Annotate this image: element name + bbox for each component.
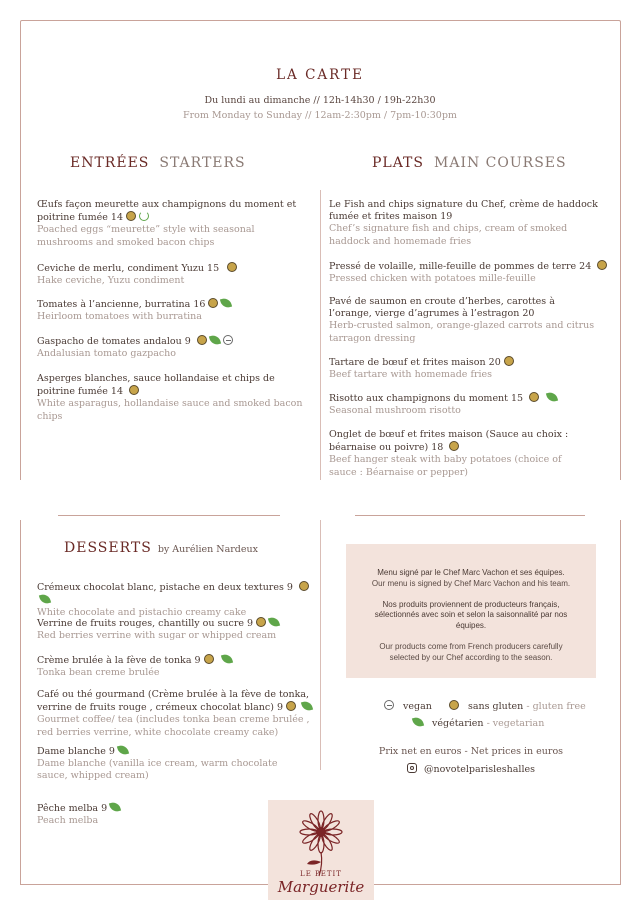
- legend-gluten-en: - gluten free: [526, 701, 586, 712]
- vegetarian-icon: [301, 700, 313, 712]
- dessert-item: Dame blanche 9 Dame blanche (vanilla ice cream, warm chocolate sauce, whipped cream): [37, 745, 282, 783]
- starter-item: Tomates à l’ancienne, burratina 16 Heirloom tomatoes with burratina: [37, 298, 307, 323]
- gluten-free-icon: [126, 211, 136, 221]
- gluten-free-icon: [449, 441, 459, 451]
- legend-vegan: vegan: [403, 701, 432, 712]
- instagram-handle[interactable]: @novotelparisleshalles: [346, 763, 596, 775]
- desserts-by: by Aurélien Nardeux: [157, 544, 258, 555]
- dessert-item: Crème brulée à la fève de tonka 9 Tonka bean creme brulée: [37, 654, 317, 679]
- gluten-free-icon: [129, 385, 139, 395]
- page-title: LA CARTE: [276, 67, 364, 83]
- starters-title-fr: ENTRÉES: [70, 155, 150, 171]
- divider-left: [58, 515, 280, 516]
- main-item: Tartare de bœuf et frites maison 20 Beef tartare with homemade fries: [329, 356, 609, 381]
- starter-item: Gaspacho de tomates andalou 9 Andalusian tomato gazpacho: [37, 335, 307, 360]
- vegetarian-icon: [546, 391, 558, 403]
- gluten-free-icon: [204, 654, 214, 664]
- instagram-icon: [407, 763, 417, 773]
- mains-title-fr: PLATS: [372, 155, 424, 171]
- column-divider-bottom: [320, 520, 321, 770]
- gluten-free-icon: [449, 700, 459, 710]
- vegetarian-icon: [117, 744, 129, 756]
- divider-right: [355, 515, 585, 516]
- chef-info-en: Our menu is signed by Chef Marc Vachon and his team.: [371, 578, 571, 588]
- main-item: Pavé de saumon en croute d’herbes, carottes à l’orange, vierge d’agrumes à l’estragon 20 Herb-crusted salmon, orange-glazed carrots and citrus tarragon dressing: [329, 296, 595, 344]
- vegan-icon: [384, 700, 394, 710]
- column-divider-top: [320, 190, 321, 480]
- producers-info-fr: Nos produits proviennent de producteurs français, sélectionnés avec soin et selon la saisonnalité par nos équipes.: [374, 599, 568, 630]
- hours-en: From Monday to Sunday // 12am-2:30pm / 7pm-10:30pm: [183, 110, 457, 121]
- gluten-free-icon: [208, 298, 218, 308]
- mains-heading: [372, 155, 567, 171]
- chef-info-box: [346, 544, 596, 678]
- starter-item: Asperges blanches, sauce hollandaise et chips de poitrine fumée 14 White asparagus, hollandaise sauce and smoked bacon chips: [37, 373, 303, 422]
- gluten-free-icon: [256, 617, 266, 627]
- starters-heading: [70, 155, 246, 171]
- dessert-item: Café ou thé gourmand (Crème brulée à la fève de tonka, verrine de fruits rouge , crémeux chocolat blanc) 9 Gourmet coffee/ tea (includes tonka bean creme brulée , red berries verrine, white chocolate creamy cake): [37, 689, 319, 739]
- vegetarian-icon: [220, 653, 232, 665]
- gluten-free-icon: [227, 262, 237, 272]
- vegetarian-icon: [268, 616, 280, 628]
- legend-gluten-fr: sans gluten: [467, 701, 524, 712]
- gluten-free-icon: [529, 392, 539, 402]
- gluten-free-icon: [286, 701, 296, 711]
- legend-veg-fr: végétarien: [432, 718, 484, 729]
- producers-info-en: Our products come from French producers carefully selected by our Chef according to the season.: [379, 642, 563, 662]
- chef-info-fr: Menu signé par le Chef Marc Vachon et ses équipes.: [377, 568, 565, 577]
- vegetarian-icon: [220, 297, 232, 309]
- restaurant-logo: [268, 800, 374, 900]
- legend-veg-en: - vegetarian: [486, 718, 545, 729]
- gluten-free-icon: [504, 356, 514, 366]
- gluten-free-icon: [597, 260, 607, 270]
- prices-note: Prix net en euros - Net prices in euros: [378, 746, 564, 757]
- vegetarian-icon: [209, 334, 221, 346]
- gluten-free-icon: [197, 335, 207, 345]
- starter-item: Œufs façon meurette aux champignons du moment et poitrine fumée 14 Poached eggs “meurette” style with seasonal mushrooms and smoked bacon chips: [37, 199, 297, 248]
- main-item: Le Fish and chips signature du Chef, crème de haddock fumée et frites maison 19 Chef’s signature fish and chips, cream of smoked haddock and homemade fries: [329, 199, 598, 247]
- desserts-heading: [64, 540, 258, 556]
- desserts-title: DESSERTS: [64, 540, 152, 556]
- dessert-item: Pêche melba 9 Peach melba: [37, 802, 237, 827]
- gluten-free-icon: [299, 581, 309, 591]
- legend-row-2: [413, 717, 544, 729]
- legend-row-1: [384, 700, 586, 712]
- logo-line2: Marguerite: [277, 878, 365, 896]
- logo-line1: LE PETIT: [300, 870, 342, 878]
- main-item: Risotto aux champignons du moment 15 Seasonal mushroom risotto: [329, 392, 609, 417]
- dessert-item: Verrine de fruits rouges, chantilly ou sucre 9 Red berries verrine with sugar or whipped cream: [37, 617, 317, 642]
- starters-title-en: STARTERS: [159, 155, 246, 171]
- refresh-icon: [139, 211, 149, 221]
- main-item: Onglet de bœuf et frites maison (Sauce au choix : béarnaise ou poivre) 18 Beef hanger steak with baby potatoes (choice of sauce : Béarnaise or pepper): [329, 429, 569, 478]
- hours-fr: Du lundi au dimanche // 12h-14h30 / 19h-22h30: [204, 95, 436, 106]
- starter-item: Ceviche de merlu, condiment Yuzu 15 Hake ceviche, Yuzu condiment: [37, 262, 307, 287]
- vegan-icon: [223, 335, 233, 345]
- main-item: Pressé de volaille, mille-feuille de pommes de terre 24 Pressed chicken with potatoes mille-feuille: [329, 260, 609, 285]
- vegetarian-icon: [39, 593, 51, 605]
- mains-title-en: MAIN COURSES: [434, 155, 567, 171]
- vegetarian-icon: [412, 716, 424, 728]
- dessert-item: Crémeux chocolat blanc, pistache en deux textures 9 White chocolate and pistachio creamy cake: [37, 581, 317, 620]
- vegetarian-icon: [109, 801, 121, 813]
